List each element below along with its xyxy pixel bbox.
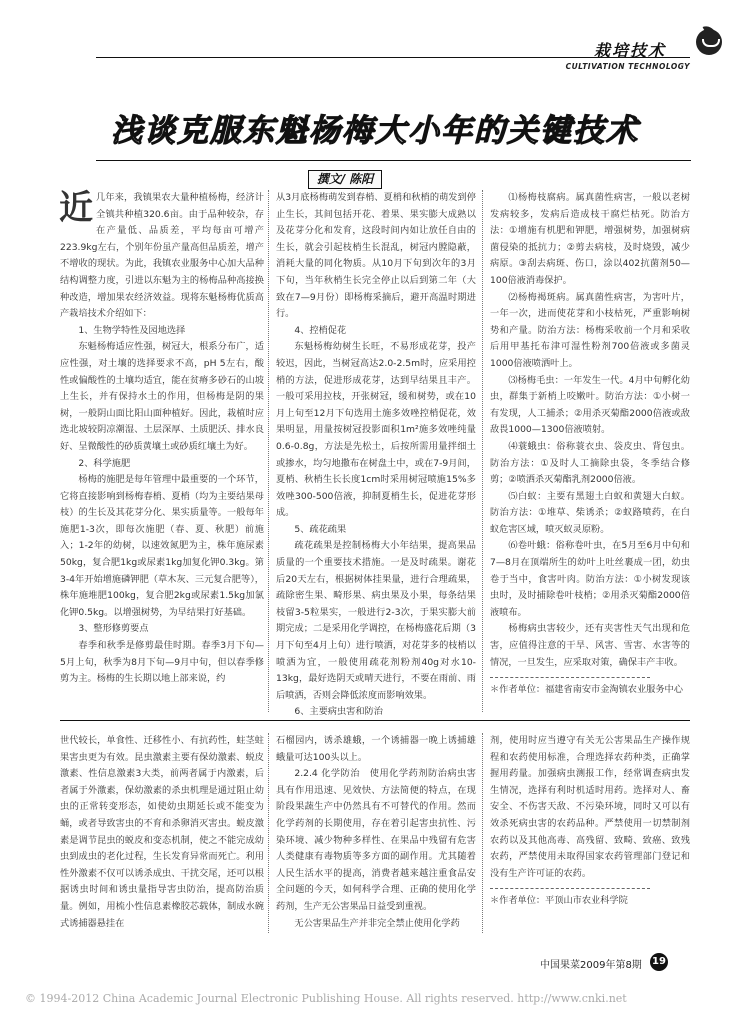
article-title: 浅谈克服东魁杨梅大小年的关键技术 bbox=[111, 113, 639, 149]
section-heading: 2、科学施肥 bbox=[78, 457, 131, 469]
author-footnote: ＊作者单位：福建省南安市金淘镇农业服务中心 bbox=[490, 684, 683, 696]
paragraph: ⑷蓑蛾虫：俗称蓑衣虫、袋皮虫、背包虫。防治方法：①及时人工摘除虫袋，冬季结合修剪；②喷洒杀灭菊酯乳剂2000倍液。 bbox=[490, 440, 690, 486]
lower-column-1 bbox=[60, 733, 264, 932]
paragraph: 杨梅的施肥是每年管理中最重要的一个环节，它将直接影响到杨梅春梢、夏梢（均为主要结果母枝）的生长及其花芽分化、果实质量等。一般每年施肥1-3次，即每次施肥（春、夏、秋肥）前施入；1-2年的幼树，以速效氮肥为主，株年施尿素50kg，复合肥1kg或尿素1kg加复化钾0.3kg。第3-4年开始增施磷钾肥（草木灰、三元复合肥等），株年施堆肥100kg，复合肥2kg或尿素1.5kg加氯化钾0.5kg。以增强树势，为早结果打好基础。 bbox=[60, 474, 264, 618]
section-subtitle: CULTIVATION TECHNOLOGY bbox=[565, 62, 690, 71]
paragraph: 东魁杨梅适应性强，树冠大，根系分布广，适应性强，对土壤的选择要求不高，pH 5左右，酸性或偏酸性的土壤均适宜，能在贫瘠多砂石的山坡上生长，并有保持水土的作用，但杨梅是阴的果树，一般阴山面比阳山面种植好。因此，栽植时应选北坡较阴凉潮湿、土层深厚、土质肥沃、排水良好、呈微酸性的砂质黄壤土或砂质红壤土为好。 bbox=[60, 341, 264, 452]
footnote-divider bbox=[490, 888, 650, 889]
section-title: 栽培技术 bbox=[594, 41, 667, 60]
paragraph: 石榴园内，诱杀雄蛾，一个诱捕器一晚上诱捕雄蛾量可达100头以上。 bbox=[276, 735, 476, 763]
lower-column-3 bbox=[490, 733, 690, 910]
section-heading: 1、生物学特性及园地选择 bbox=[78, 324, 186, 336]
paragraph: ⑹卷叶蛾：俗称卷叶虫，在5月至6月中旬和7—8月在顶端所生的幼叶上吐丝裹成一团，幼虫卷于当中，食害叶肉。防治方法：①小树发现该虫时，及时捕除卷叶枝梢；②用杀灭菊酯2000倍液喷布。 bbox=[490, 540, 690, 618]
section-heading: 3、整形修剪要点 bbox=[78, 623, 149, 635]
section-heading: 4、控梢促花 bbox=[294, 324, 347, 336]
journal-issue: 中国果菜2009年第8期 bbox=[540, 960, 642, 971]
leaf-logo-icon bbox=[696, 29, 722, 55]
paragraph: 东魁杨梅幼树生长旺，不易形成花芽，投产较迟，因此，当树冠高达2.0-2.5m时，应采用控梢的方法，促进形成花芽，达到早结果且丰产。一般可采用拉枝，开张树冠，缓和树势，或在10月上旬至12月下旬选用土施多效唑控梢促花，效果明显，用量按树冠投影面积1m²施多效唑纯量0.6-0.8g，方法是先松土，后按所需用量拌细土或掺水，均匀地撒布在树盘土中，或在7-9月间，夏梢、秋梢生长长度1cm时采用树冠喷施15%多效唑300-500倍液，抑制夏梢生长，促进花芽形成。 bbox=[276, 341, 476, 519]
paragraph: ⑵杨梅褐斑病。属真菌性病害，为害叶片，一年一次，进而使花芽和小枝枯死，严重影响树势和产量。防治方法：杨梅采收前一个月和采收后用甲基托布津可湿性粉剂700倍液或多菌灵1000倍液喷洒叶上。 bbox=[490, 291, 690, 369]
paragraph: 从3月底杨梅萌发到春梢、夏梢和秋梢的萌发到停止生长，其间包括开花、着果、果实膨大成熟以及花芽分化和发育，这段时间内如让放任自由的生长，就会引起枝梢生长混乱，树冠内膛隐蔽，消耗大量的同化物质。从10月下旬到次年的3月下旬，当年秋梢生长完全停止以后到第二年（大致在7—9月份）即杨梅采摘后，避开高温时期进行。 bbox=[276, 192, 476, 320]
column-divider bbox=[268, 733, 269, 933]
paragraph: ⑸白蚁：主要有黑翅土白蚁和黄翅大白蚁。防治方法：①堆草、柴诱杀；②蚁路喷药，在白蚁危害区域，喷灭蚁灵原粉。 bbox=[490, 490, 690, 535]
paragraph: 春季和秋季是修剪最佳时期。春季3月下旬—5月上旬，秋季为8月下旬—9月中旬，但以春季修剪为主。杨梅的生长期以地上部来说，约 bbox=[60, 640, 264, 685]
paragraph: 疏花疏果是控制杨梅大小年结果，提高果品质量的一个重要技术措施。一是及时疏果。谢花后20天左右，根据树体挂果量，进行合理疏果，疏除密生果、畸形果、病虫果及小果，每条结果枝留3-5粒果实，一般进行2-3次，于果实膨大前期完成；二是采用化学调控，在杨梅盛花后期（3月下旬至4月上旬）进行喷洒，对花芽多的枝梢以喷洒为宜，一般使用疏花剂粉剂40g对水10-13kg，最好选阴天或晴天进行，不要在雨前、雨后喷洒，否则会降低浓度而影响效果。 bbox=[276, 540, 476, 701]
column-divider bbox=[482, 733, 483, 933]
section-heading: 6、主要病虫害和防治 bbox=[294, 706, 383, 718]
lower-column-2 bbox=[276, 733, 476, 932]
author-footnote: ＊作者单位：平顶山市农业科学院 bbox=[490, 895, 628, 907]
paragraph: 世代较长，单食性、迁移性小、有抗药性，蛀茎蛀果害虫更为有效。昆虫激素主要有保幼激素、蜕皮激素、性信息激素3大类，前两者属于内激素，后者属于外激素，保幼激素的杀虫机理是通过阻止幼虫的正常转变形态，如使幼虫期延长或不能变为蛹，或者导致害虫的不育和杀卵消灭害虫。蜕皮激素是调节昆虫的蜕皮和变态机制，使之不能完成幼虫到成虫的老化过程，生长发育异常而死亡。利用性外激素不仅可以诱杀成虫、干扰交尾，还可以根据诱虫时间和诱虫量指导害虫防治，提高防治质量。例如，用梳小性信息素橡胶芯载体，制成水碗式诱捕器悬挂在 bbox=[60, 735, 264, 929]
byline: 撰文/ 陈阳 bbox=[308, 170, 382, 189]
article-column-3 bbox=[490, 190, 690, 699]
article-separator bbox=[60, 720, 690, 721]
paragraph: ⑶杨梅毛虫：一年发生一代。4月中旬孵化幼虫，群集于新梢上咬嫩叶。防治方法：①小树一有发现，人工捕杀；②用杀灭菊酯2000倍液或敌敌畏1000—1300倍液喷射。 bbox=[490, 374, 690, 436]
footnote-divider bbox=[490, 677, 650, 678]
header-divider bbox=[96, 57, 690, 58]
section-heading: 5、疏花疏果 bbox=[294, 523, 347, 535]
subsection-heading: 2.2.4 化学防治 bbox=[294, 768, 361, 780]
paragraph: 无公害果品生产并非完全禁止使用化学药 bbox=[294, 917, 460, 929]
paragraph: 杨梅病虫害较少，还有夹害性天气出现和危害，应值得注意的干旱、风害、雪害、水害等的情况，一旦发生，应采取对策，确保丰产丰收。 bbox=[490, 623, 690, 668]
article-column-2 bbox=[276, 190, 476, 721]
paragraph: 剂，使用时应当遵守有关无公害果品生产操作规程和农药使用标准，合理选择农药种类，正确掌握用药量。加强病虫测报工作，经常调查病虫发生情况，选择有利时机适时用药。选择对人、畜安全、不伤害天敌、不污染环境，同时又可以有效杀死病虫害的农药品种。严禁使用一切禁制剂农药以及其他高毒、高残留、致畸、致癌、致残农药，严禁使用未取得国家农药管理部门登记和没有生产许可证的农药。 bbox=[490, 735, 690, 879]
article-column-1 bbox=[60, 190, 264, 688]
title-divider bbox=[96, 160, 691, 161]
paragraph: ⑴杨梅枝腐病。属真菌性病害，一般以老树发病较多，发病后造成枝干腐烂枯死。防治方法：①增施有机肥和钾肥，增强树势，加强树病菌侵染的抵抗力；②剪去病枝，及时烧毁，减少病原。③刮去病斑、伤口，涂以402抗菌剂50—100倍液消毒保护。 bbox=[490, 192, 690, 286]
page-number: 19 bbox=[650, 953, 668, 971]
column-divider bbox=[268, 190, 269, 712]
paragraph: 2.2.4 化学防治 使用化学药剂防治病虫害具有作用迅速、见效快、方法简便的特点，在现阶段果蔬生产中仍然具有不可替代的作用。然而化学药剂的长期使用，存在着引起害虫抗性、污染环境、减少物种多样性、在果品中残留有危害人类健康有毒物质等多方面的副作用。尤其随着人民生活水平的提高，消费者越来越注重食品安全问题的今天，如何科学合理、正确的使用化学药剂，生产无公害果品日益受到重视。 bbox=[276, 768, 476, 912]
intro-paragraph: 近几年来，我镇果农大量种植杨梅，经济计全镇共种植320.6亩。由于品种较杂，存在产量低、品质差，平均每亩可增产223.9kg左右，个别年份虽产量高但品质差，增产不增收的现状。为此，我镇农业服务中心加大品种结构调整力度，引进以东魁为主的杨梅品种高接换种改造，增加果农经济效益。现将东魁杨梅优质高产栽培技术介绍如下： bbox=[59, 188, 264, 320]
copyright-notice: © 1994-2012 China Academic Journal Electronic Publishing House. All rights reserved. http://www.cnki.net bbox=[25, 992, 627, 1005]
drop-cap: 近 bbox=[59, 188, 93, 228]
column-divider bbox=[482, 190, 483, 712]
